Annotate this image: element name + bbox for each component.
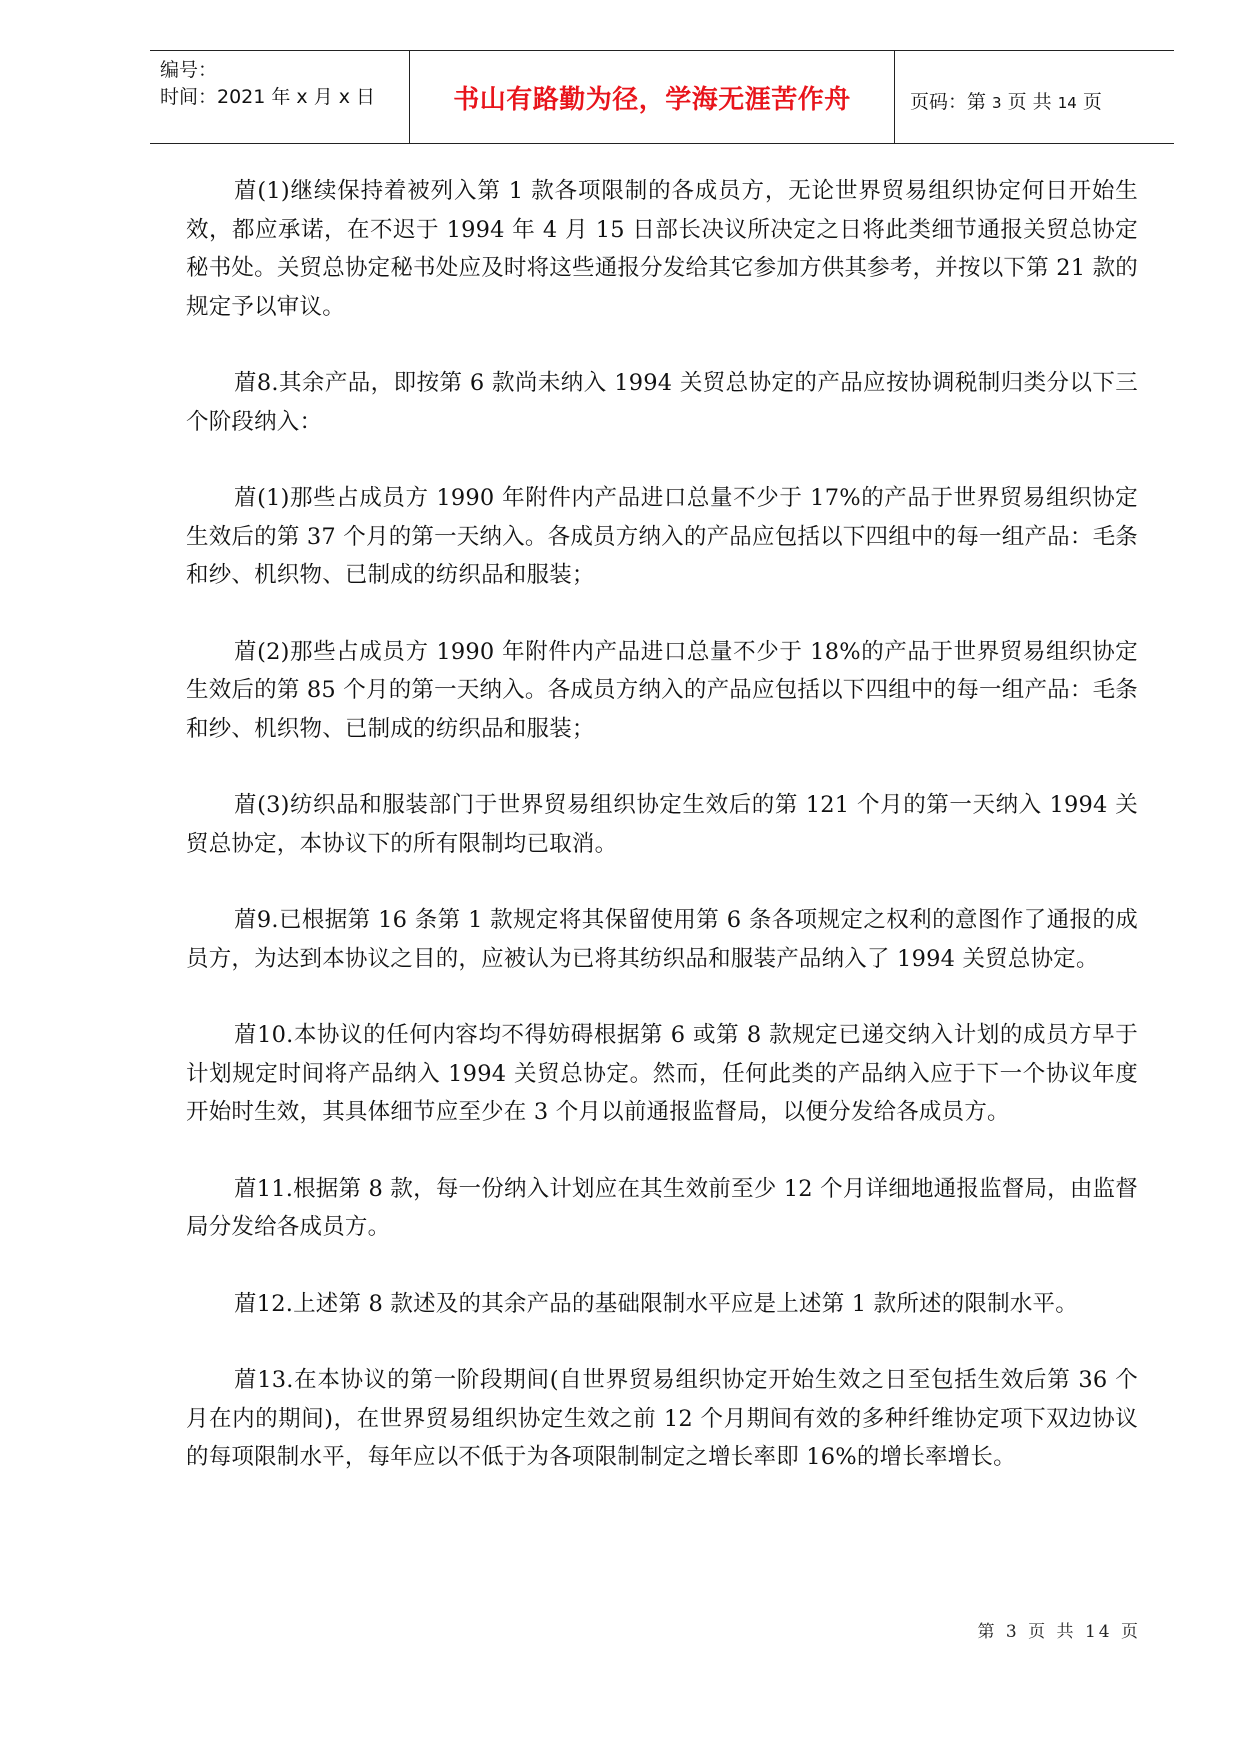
- paragraph-8-1: 葿(1)那些占成员方 1990 年附件内产品进口总量不少于 17%的产品于世界贸易组织协定生效后的第 37 个月的第一天纳入。各成员方纳入的产品应包括以下四组中的每一组产品：毛条和纱、机织物、已制成的纺织品和服装；: [186, 485, 1138, 588]
- header-divider-right: [894, 51, 895, 143]
- paragraph-10: 葿10.本协议的任何内容均不得妨碍根据第 6 或第 8 款规定已递交纳入计划的成员方早于计划规定时间将产品纳入 1994 关贸总协定。然而，任何此类的产品纳入应于下一个协议年度开始时生效，其具体细节应至少在 3 个月以前通报监督局，以便分发给各成员方。: [186, 1022, 1138, 1125]
- header-motto: 书山有路勤为径，学海无涯苦作舟: [453, 85, 851, 115]
- paragraph-7-1: 葿(1)继续保持着被列入第 1 款各项限制的各成员方，无论世界贸易组织协定何日开始生效，都应承诺，在不迟于 1994 年 4 月 15 日部长决议所决定之日将此类细节通报关贸总协定秘书处。关贸总协定秘书处应及时将这些通报分发给其它参加方供其参考，并按以下第 21 款的规定予以审议。: [186, 178, 1138, 320]
- paragraph-8-3: 葿(3)纺织品和服装部门于世界贸易组织协定生效后的第 121 个月的第一天纳入 1994 关贸总协定，本协议下的所有限制均已取消。: [186, 792, 1138, 857]
- page-current-number: 3: [992, 94, 1002, 112]
- page-middle: 页 共: [1001, 91, 1058, 113]
- page-prefix: 页码：第: [910, 91, 993, 113]
- page-header: [150, 50, 1174, 144]
- paragraph-8-2: 葿(2)那些占成员方 1990 年附件内产品进口总量不少于 18%的产品于世界贸易组织协定生效后的第 85 个月的第一天纳入。各成员方纳入的产品应包括以下四组中的每一组产品：毛条和纱、机织物、已制成的纺织品和服装；: [186, 638, 1138, 742]
- document-time-label: 时间：2021 年 x 月 x 日: [160, 86, 376, 108]
- document-body: [186, 172, 1138, 1515]
- paragraph-11: 葿11.根据第 8 款，每一份纳入计划应在其生效前至少 12 个月详细地通报监督局，由监督局分发给各成员方。: [186, 1175, 1138, 1240]
- page-total-number: 14: [1057, 94, 1077, 112]
- paragraph-13: 葿13.在本协议的第一阶段期间(自世界贸易组织协定开始生效之日至包括生效后第 36 个月在内的期间)，在世界贸易组织协定生效之前 12 个月期间有效的多种纤维协定项下双边协议的每项限制水平，每年应以不低于为各项限制制定之增长率即 16%的增长率增长。: [186, 1367, 1138, 1470]
- page-suffix: 页: [1076, 91, 1102, 113]
- header-meta: [160, 57, 375, 111]
- page-footer: 第 3 页 共 14 页: [977, 1622, 1141, 1642]
- paragraph-8: 葿8.其余产品，即按第 6 款尚未纳入 1994 关贸总协定的产品应按协调税制归类分以下三个阶段纳入：: [186, 370, 1138, 435]
- paragraph-9: 葿9.已根据第 16 条第 1 款规定将其保留使用第 6 条各项规定之权利的意图作了通报的成员方，为达到本协议之目的，应被认为已将其纺织品和服装产品纳入了 1994 关贸总协定。: [186, 907, 1138, 972]
- document-number-label: 编号：: [160, 59, 218, 81]
- paragraph-12: 葿12.上述第 8 款述及的其余产品的基础限制水平应是上述第 1 款所述的限制水平。: [234, 1290, 1078, 1317]
- header-page-indicator: [910, 87, 1102, 114]
